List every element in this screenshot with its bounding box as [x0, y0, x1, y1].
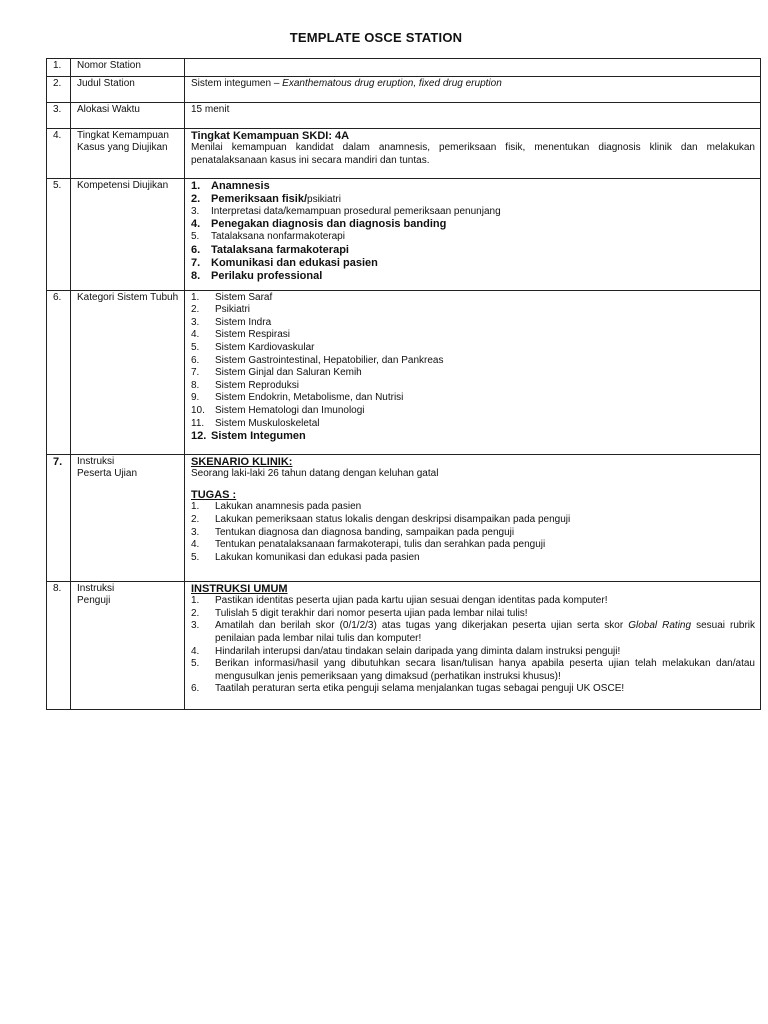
list-item	[191, 430, 755, 443]
item-text: Sistem Saraf	[215, 291, 273, 303]
item-number: 6.	[191, 243, 201, 256]
item-text-italic: Global Rating	[628, 620, 692, 632]
row-label: Nomor Station	[71, 59, 185, 77]
list-item	[191, 367, 755, 380]
scenario-text: Seorang laki-laki 26 tahun datang dengan keluhan gatal	[191, 468, 439, 480]
list-item	[191, 292, 755, 305]
list-item	[191, 405, 755, 418]
item-number: 11.	[191, 417, 205, 429]
item-text: Komunikasi dan edukasi pasien	[211, 256, 378, 269]
list-item	[191, 646, 755, 659]
row-content	[185, 454, 761, 581]
item-text: Sistem Ginjal dan Saluran Kemih	[215, 367, 362, 379]
list-item	[191, 595, 755, 608]
item-text: Hindarilah interupsi dan/atau tindakan selain daripada yang diminta dalam instruksi penguji!	[215, 645, 621, 657]
item-text: Sistem Endokrin, Metabolisme, dan Nutrisi	[215, 392, 404, 404]
item-suffix: psikiatri	[307, 193, 341, 205]
row-number: 6.	[47, 290, 71, 454]
list-item	[191, 552, 755, 565]
list-item	[191, 514, 755, 527]
row-label	[71, 581, 185, 709]
scenario-heading: SKENARIO KLINIK:	[191, 455, 293, 468]
list-item	[191, 317, 755, 330]
row-number: 2.	[47, 76, 71, 102]
row-number: 7.	[47, 454, 71, 581]
item-text: Tatalaksana farmakoterapi	[211, 243, 349, 256]
item-text: Sistem Kardiovaskular	[215, 341, 315, 353]
item-number: 8.	[191, 379, 200, 391]
item-number: 9.	[191, 392, 200, 404]
competency-list	[191, 180, 755, 283]
item-text: Interpretasi data/kemampuan prosedural pemeriksaan penunjang	[211, 205, 501, 217]
item-text: Tentukan diagnosa dan diagnosa banding, sampaikan pada penguji	[215, 526, 515, 538]
item-text: Amatilah dan berilah skor (0/1/2/3) atas tugas yang dikerjakan peserta ujian serta skor	[215, 620, 629, 632]
item-number: 2.	[191, 192, 201, 205]
list-item	[191, 527, 755, 540]
item-text: Tentukan penatalaksanaan farmakoterapi, tulis dan serahkan pada penguji	[215, 539, 546, 551]
list-item	[191, 620, 755, 645]
item-text: Taatilah peraturan serta etika penguji selama menjalankan tugas sebagai penguji UK OSCE!	[215, 683, 625, 695]
row-alokasi-waktu	[47, 102, 761, 128]
list-item	[191, 683, 755, 696]
row-kompetensi	[47, 178, 761, 290]
item-text: Anamnesis	[211, 179, 270, 192]
item-number: 1.	[191, 595, 200, 607]
item-text: Tatalaksana nonfarmakoterapi	[211, 231, 345, 243]
item-text: Sistem Gastrointestinal, Hepatobilier, dan Pankreas	[215, 354, 444, 366]
row-content	[185, 290, 761, 454]
item-number: 4.	[191, 539, 200, 551]
item-number: 4.	[191, 329, 200, 341]
row-content	[185, 581, 761, 709]
skdi-level-description: Menilai kemampuan kandidat dalam anamnesis, pemeriksaan fisik, menentukan diagnosis klinik dan melakukan penatalaksanaan kasus ini secara mandiri dan tuntas.	[191, 142, 755, 166]
item-number: 1.	[191, 179, 201, 192]
list-item	[191, 329, 755, 342]
tasks-heading: TUGAS :	[191, 488, 237, 501]
task-list	[191, 501, 755, 564]
item-number: 5.	[191, 551, 200, 563]
row-label: Tingkat Kemampuan Kasus yang Diujikan	[71, 128, 185, 178]
list-item	[191, 355, 755, 368]
row-instruksi-penguji	[47, 581, 761, 709]
item-text: Penegakan diagnosis dan diagnosis banding	[211, 218, 447, 231]
row-label-line: Instruksi	[77, 455, 115, 467]
row-label: Alokasi Waktu	[71, 102, 185, 128]
item-text: Pastikan identitas peserta ujian pada kartu ujian sesuai dengan identitas pada komputer!	[215, 595, 608, 607]
item-number: 3.	[191, 316, 200, 328]
general-instructions-heading: INSTRUKSI UMUM	[191, 582, 288, 595]
list-item	[191, 304, 755, 317]
item-text: Sistem Respirasi	[215, 329, 291, 341]
list-item	[191, 270, 755, 283]
list-item	[191, 206, 755, 219]
list-item	[191, 392, 755, 405]
row-content	[185, 76, 761, 102]
item-number: 3.	[191, 526, 200, 538]
item-number: 7.	[191, 367, 200, 379]
item-number: 10.	[191, 404, 205, 416]
item-number: 6.	[191, 683, 200, 695]
item-text: Sistem Indra	[215, 316, 272, 328]
row-number: 3.	[47, 102, 71, 128]
osce-station-table	[46, 58, 761, 710]
item-number: 5.	[191, 231, 200, 243]
row-content	[185, 178, 761, 290]
row-label	[71, 454, 185, 581]
row-tingkat-kemampuan	[47, 128, 761, 178]
row-judul-station	[47, 76, 761, 102]
list-item	[191, 380, 755, 393]
list-item	[191, 218, 755, 231]
row-number: 5.	[47, 178, 71, 290]
row-label: Kategori Sistem Tubuh	[71, 290, 185, 454]
body-system-list	[191, 292, 755, 444]
row-label-line: Peserta Ujian	[77, 468, 138, 480]
item-text: Berikan informasi/hasil yang dibutuhkan secara lisan/tulisan hanya apabila peserta ujian telah melakukan dan/atau mengusulkan jenis pemeriksaan yang dimaksud (perhatikan instruksi khusus)!	[215, 658, 755, 682]
station-system: Sistem integumen –	[191, 77, 283, 89]
item-text: Pemeriksaan fisik/	[211, 192, 308, 205]
item-number: 5.	[191, 341, 200, 353]
time-allocation: 15 menit	[185, 102, 761, 128]
item-number: 3.	[191, 620, 200, 632]
list-item	[191, 539, 755, 552]
item-number: 7.	[191, 256, 201, 269]
item-number: 4.	[191, 218, 201, 231]
examiner-instruction-list	[191, 595, 755, 696]
list-item	[191, 658, 755, 683]
row-label: Judul Station	[71, 76, 185, 102]
item-number: 2.	[191, 513, 200, 525]
item-text: sesuai rubrik penilaian pada lembar nilai tulis dan komputer!	[215, 620, 756, 644]
item-number: 12.	[191, 430, 207, 443]
row-number: 1.	[47, 59, 71, 77]
row-nomor-station	[47, 59, 761, 77]
item-number: 4.	[191, 645, 200, 657]
item-number: 6.	[191, 354, 200, 366]
item-number: 1.	[191, 501, 200, 513]
item-text: Sistem Integumen	[211, 430, 306, 443]
page-title: TEMPLATE OSCE STATION	[289, 30, 463, 45]
row-kategori-sistem	[47, 290, 761, 454]
row-instruksi-peserta	[47, 454, 761, 581]
item-number: 3.	[191, 205, 200, 217]
row-content	[185, 59, 761, 77]
list-item	[191, 244, 755, 257]
list-item	[191, 257, 755, 270]
list-item	[191, 418, 755, 431]
station-title-italic: Exanthematous drug eruption, fixed drug eruption	[282, 77, 502, 89]
item-text: Lakukan anamnesis pada pasien	[215, 501, 362, 513]
item-text: Sistem Muskuloskeletal	[215, 417, 320, 429]
item-text: Tulislah 5 digit terakhir dari nomor peserta ujian pada lembar nilai tulis!	[215, 607, 528, 619]
row-content	[185, 128, 761, 178]
item-text: Lakukan pemeriksaan status lokalis dengan deskripsi disampaikan pada penguji	[215, 513, 571, 525]
list-item	[191, 501, 755, 514]
row-number: 4.	[47, 128, 71, 178]
item-number: 2.	[191, 607, 200, 619]
item-text: Lakukan komunikasi dan edukasi pada pasien	[215, 551, 420, 563]
row-number: 8.	[47, 581, 71, 709]
row-label-line: Penguji	[77, 595, 111, 607]
skdi-level-heading: Tingkat Kemampuan SKDI: 4A	[191, 129, 350, 142]
list-item	[191, 180, 755, 193]
list-item	[191, 231, 755, 244]
item-text: Sistem Reproduksi	[215, 379, 299, 391]
item-number: 8.	[191, 269, 201, 282]
item-text: Sistem Hematologi dan Imunologi	[215, 404, 365, 416]
row-label-line: Instruksi	[77, 582, 115, 594]
list-item	[191, 193, 755, 206]
list-item	[191, 342, 755, 355]
item-number: 1.	[191, 291, 200, 303]
item-number: 5.	[191, 658, 200, 670]
item-number: 2.	[191, 304, 200, 316]
item-text: Perilaku professional	[211, 269, 323, 282]
list-item	[191, 608, 755, 621]
item-text: Psikiatri	[215, 304, 251, 316]
row-label: Kompetensi Diujikan	[71, 178, 185, 290]
